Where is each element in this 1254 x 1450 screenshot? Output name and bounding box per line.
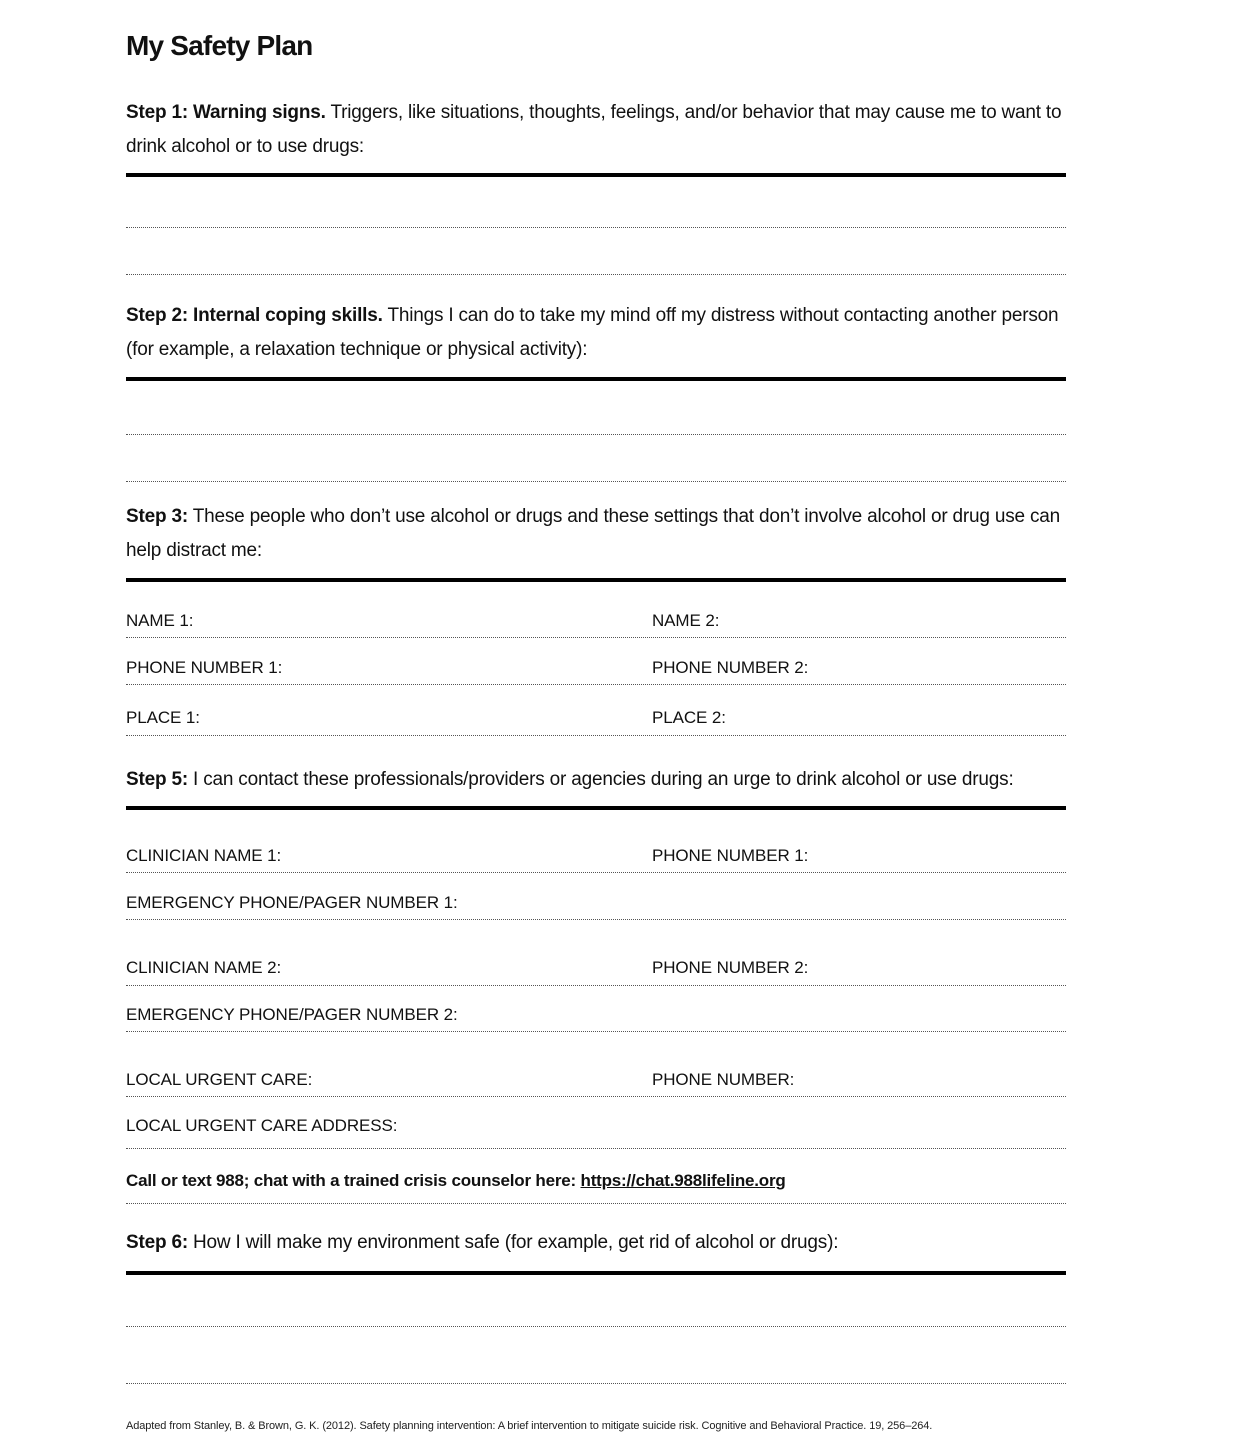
step2-prompt [126, 299, 1086, 367]
clinician1-phone-label: PHONE NUMBER 1: [652, 846, 809, 865]
divider [126, 578, 1066, 582]
step3-prompt [126, 500, 1086, 568]
divider [126, 806, 1066, 810]
name2-label: NAME 2: [652, 611, 720, 630]
urgent-care-label: LOCAL URGENT CARE: [126, 1070, 313, 1089]
citation-footer: Adapted from Stanley, B. & Brown, G. K. (2012). Safety planning intervention: A brief intervention to mitigate suicide risk. Cognitive and Behavioral Practice. 19, 256–264. [126, 1420, 933, 1432]
step1-prompt [126, 96, 1086, 164]
divider [126, 377, 1066, 381]
step6-line-1[interactable] [126, 1326, 1066, 1327]
step1-line-1[interactable] [126, 227, 1066, 228]
urgent-care-line[interactable] [126, 1096, 1066, 1097]
phone-line[interactable] [126, 684, 1066, 685]
urgent-care-phone-label: PHONE NUMBER: [652, 1070, 795, 1089]
phone1-label: PHONE NUMBER 1: [126, 658, 283, 677]
step1-text: Triggers, like situations, thoughts, feelings, and/or behavior that may cause me to want to drink alcohol or to use drugs: [126, 102, 1062, 157]
step6-text: How I will make my environment safe (for example, get rid of alcohol or drugs): [187, 1232, 839, 1253]
emergency1-label: EMERGENCY PHONE/PAGER NUMBER 1: [126, 893, 458, 912]
step1-label: Step 1: Warning signs. [126, 102, 326, 123]
lifeline-chat-link[interactable]: https://chat.988lifeline.org [580, 1171, 786, 1190]
crisis-line [126, 1203, 1066, 1204]
clinician1-label: CLINICIAN NAME 1: [126, 846, 282, 865]
step2-line-1[interactable] [126, 434, 1066, 435]
page-title: My Safety Plan [126, 30, 313, 61]
name-line[interactable] [126, 637, 1066, 638]
step6-label: Step 6: [126, 1232, 188, 1253]
urgent-care-address-line[interactable] [126, 1148, 1066, 1149]
phone2-label: PHONE NUMBER 2: [652, 658, 809, 677]
divider [126, 173, 1066, 177]
place1-label: PLACE 1: [126, 708, 200, 727]
divider [126, 1271, 1066, 1275]
clinician2-line[interactable] [126, 985, 1066, 986]
step2-line-2[interactable] [126, 481, 1066, 482]
step6-line-2[interactable] [126, 1383, 1066, 1384]
clinician1-line[interactable] [126, 872, 1066, 873]
step1-line-2[interactable] [126, 274, 1066, 275]
place-line[interactable] [126, 735, 1066, 736]
crisis-line-note [126, 1171, 786, 1191]
step2-text: Things I can do to take my mind off my distress without contacting another person (for example, a relaxation technique or physical activity): [126, 305, 1059, 360]
step2-label: Step 2: Internal coping skills. [126, 305, 383, 326]
clinician2-phone-label: PHONE NUMBER 2: [652, 958, 809, 977]
place2-label: PLACE 2: [652, 708, 726, 727]
step3-text: These people who don’t use alcohol or drugs and these settings that don’t involve alcohol or drug use can help distract me: [126, 506, 1060, 561]
emergency1-line[interactable] [126, 919, 1066, 920]
urgent-care-address-label: LOCAL URGENT CARE ADDRESS: [126, 1116, 398, 1135]
emergency2-label: EMERGENCY PHONE/PAGER NUMBER 2: [126, 1005, 458, 1024]
step5-label: Step 5: [126, 769, 188, 790]
name1-label: NAME 1: [126, 611, 194, 630]
step5-prompt [126, 763, 1126, 797]
step6-prompt [126, 1226, 1086, 1260]
step3-label: Step 3: [126, 506, 188, 527]
step5-text: I can contact these professionals/providers or agencies during an urge to drink alcohol or use drugs: [187, 769, 1014, 790]
crisis-text: Call or text 988; chat with a trained crisis counselor here: [126, 1171, 581, 1190]
emergency2-line[interactable] [126, 1031, 1066, 1032]
clinician2-label: CLINICIAN NAME 2: [126, 958, 282, 977]
